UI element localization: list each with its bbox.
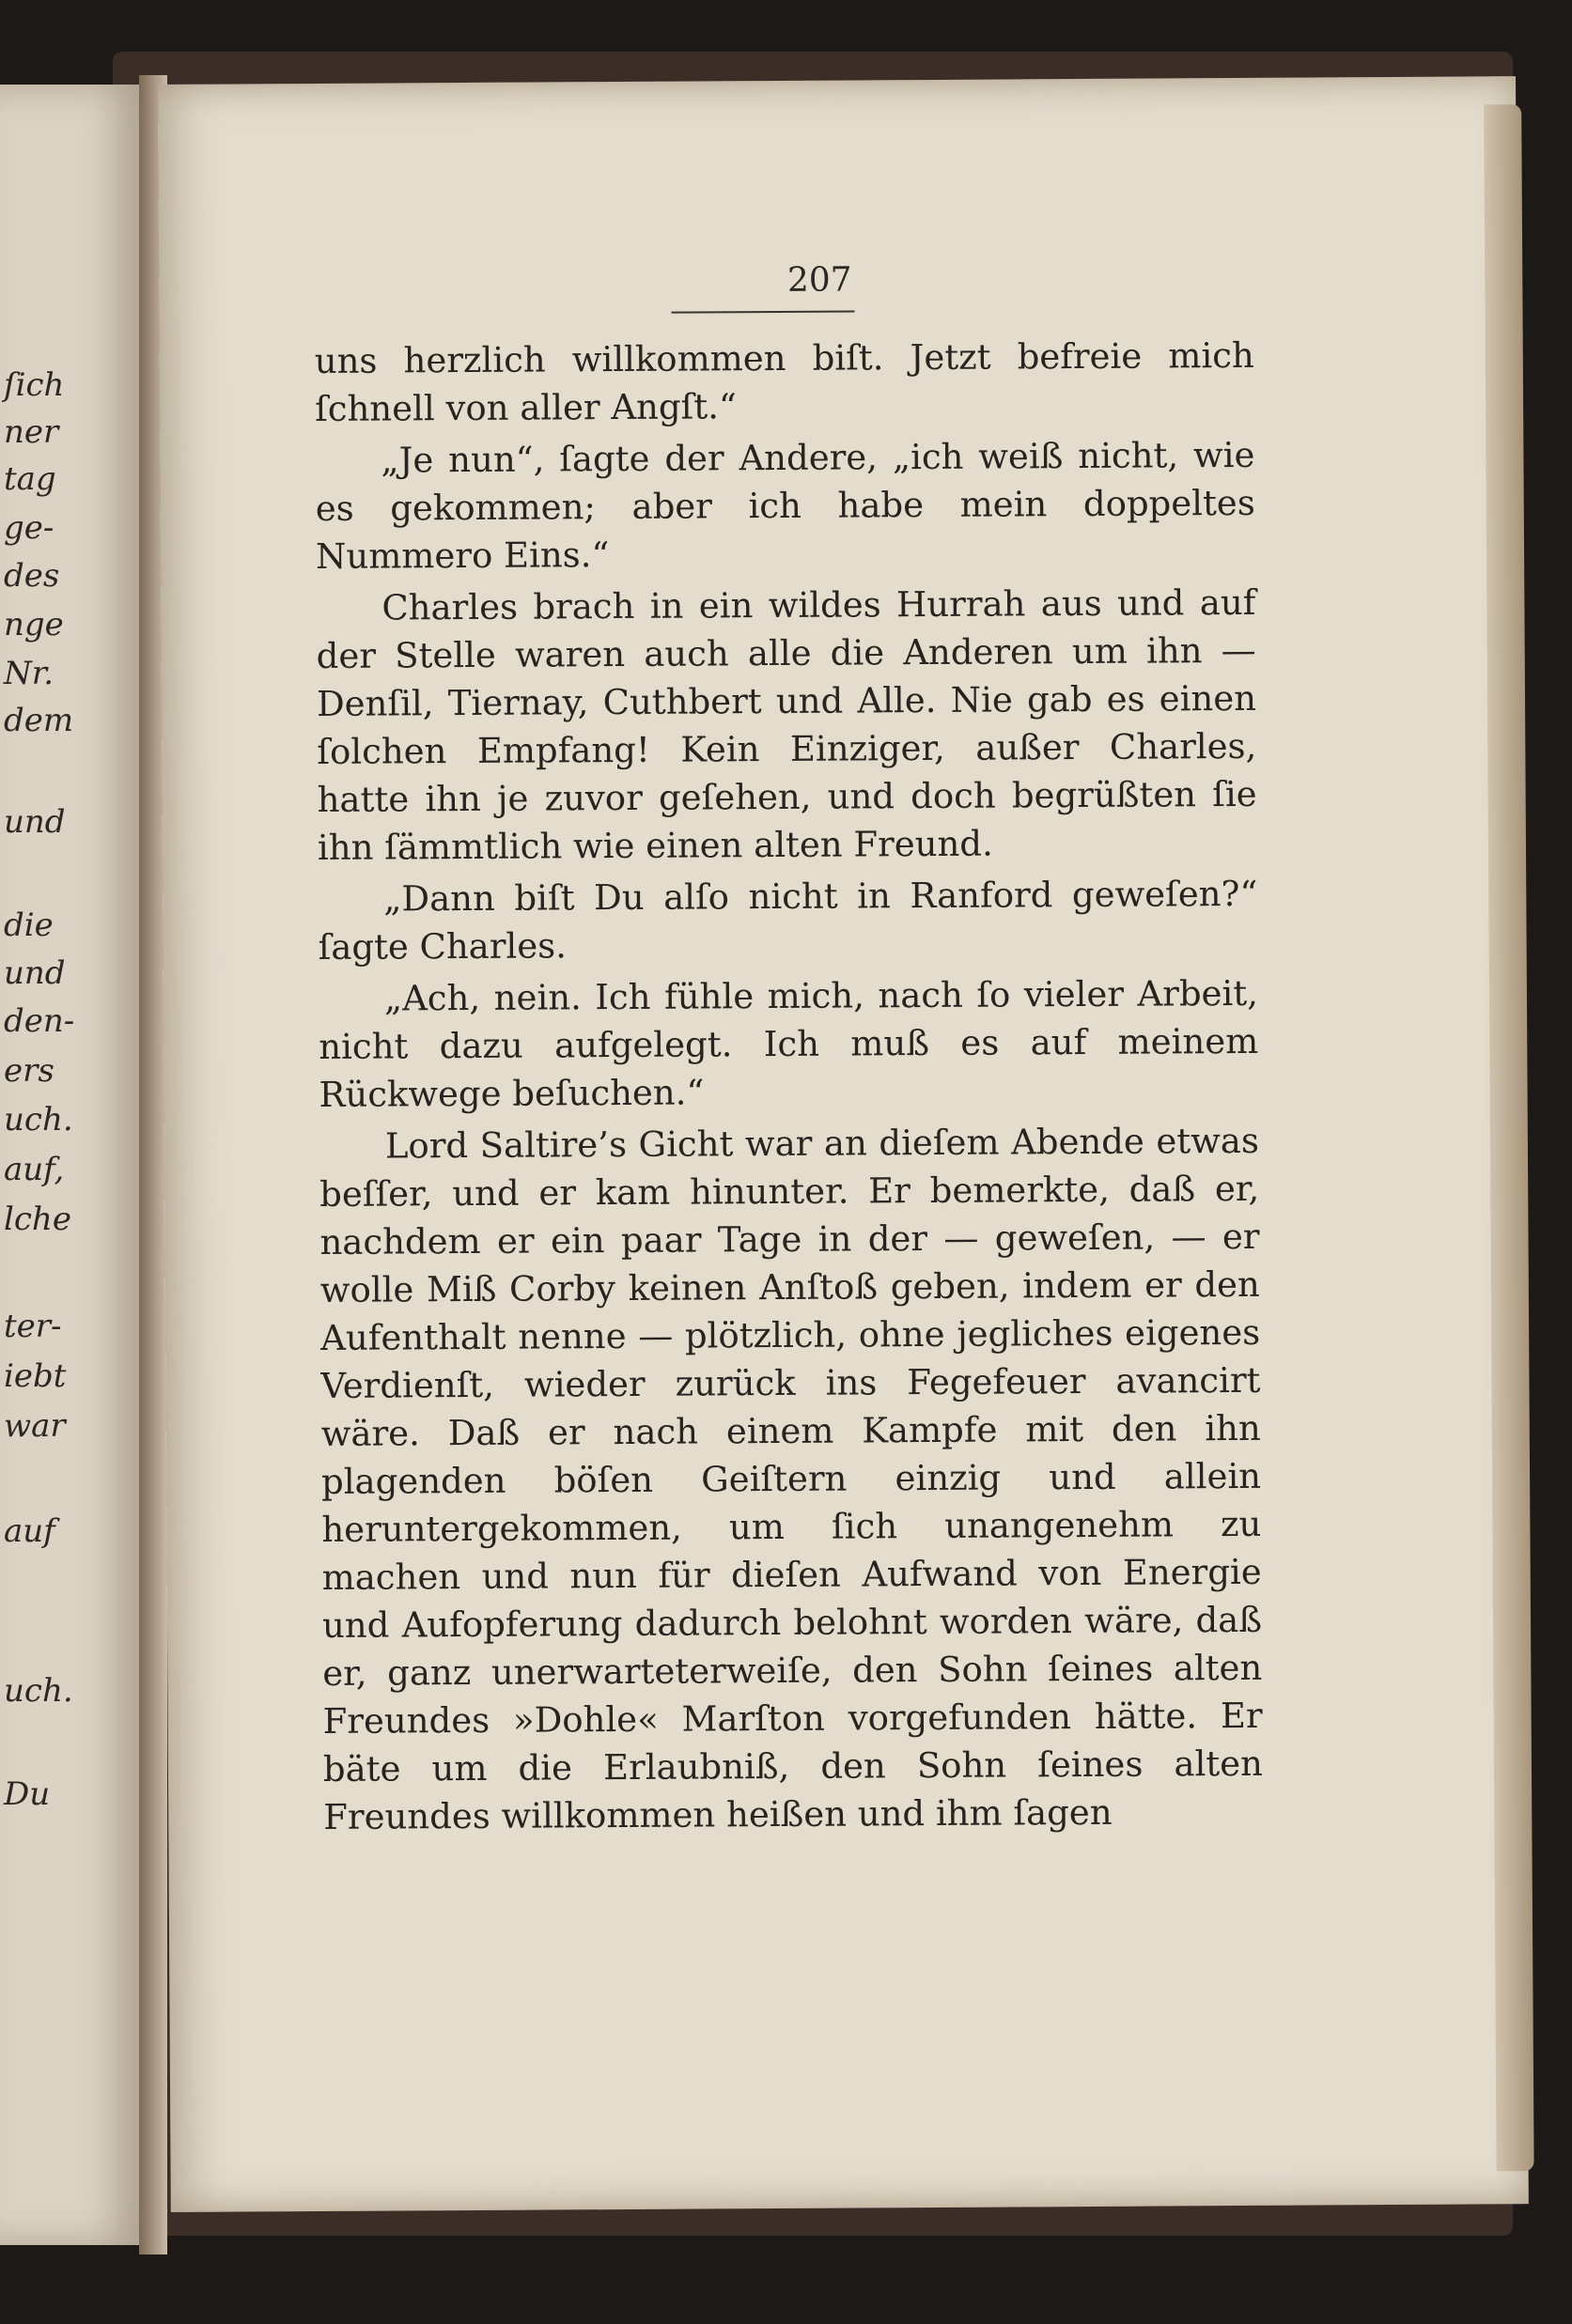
left-page-fragment: iebt xyxy=(4,1357,67,1395)
page-number-rule xyxy=(671,310,854,313)
left-page-fragment: auf, xyxy=(4,1151,65,1188)
page-edge xyxy=(1484,104,1533,2171)
left-page-fragment: auf xyxy=(4,1512,55,1550)
paragraph: „Dann biſt Du alſo nicht in Ranford geweſen?“ ſagte Charles. xyxy=(318,873,1258,968)
paragraph: „Je nun“, ſagte der Andere, „ich weiß nicht, wie es gekommen; aber ich habe mein doppeltes Nummero Eins.“ xyxy=(315,434,1255,577)
left-page xyxy=(0,85,146,2245)
right-page xyxy=(158,76,1529,2212)
left-page-fragment: ge- xyxy=(4,509,54,547)
left-page-fragment: war xyxy=(4,1407,66,1445)
left-page-fragment: die xyxy=(4,906,54,944)
left-page-fragment: tag xyxy=(4,460,56,498)
left-page-fragment: des xyxy=(4,557,60,595)
left-page-fragment: dem xyxy=(4,702,74,739)
left-page-fragment: ſich xyxy=(4,366,65,404)
left-page-fragment: Du xyxy=(4,1775,51,1813)
paragraph: „Ach, nein. Ich fühle mich, nach ſo vieler Arbeit, nicht dazu aufgelegt. Ich muß es auf meinem Rückwege beſuchen.“ xyxy=(319,972,1259,1115)
left-page-fragment: den- xyxy=(4,1002,75,1040)
left-page-fragment: uch. xyxy=(4,1672,73,1710)
left-page-fragment: uch. xyxy=(4,1101,73,1139)
left-page-fragment: und xyxy=(4,803,66,841)
left-page-fragment: nge xyxy=(4,606,64,643)
left-page-fragment: und xyxy=(4,954,66,992)
paragraph: Lord Saltire’s Gicht war an dieſem Abende etwas beſſer, und er kam hinunter. Er bemerkte, daß er, nachdem er ein paar Tage in der — geweſen, — er wolle Miß Corby keinen Anſtoß geben, indem er den Aufenthalt nenne — plötzlich, ohne jegliches eigenes Verdienſt, wieder zurück ins Fegefeuer avancirt wäre. Daß er nach einem Kampfe mit den ihn plagenden böſen Geiſtern einzig und allein heruntergekommen, um ſich unangenehm zu machen und nun für dieſen Aufwand von Energie und Aufopferung dadurch belohnt worden wäre, daß er, ganz unerwarteterweiſe, den Sohn ſeines alten Freundes »Dohle« Marſton vorgefunden hätte. Er bäte um die Erlaubniß, den Sohn ſeines alten Freundes willkommen heißen und ihm ſagen xyxy=(319,1120,1264,1837)
left-page-fragment: ner xyxy=(4,413,59,451)
left-page-fragment: Nr. xyxy=(4,655,54,692)
paragraph: Charles brach in ein wildes Hurrah aus und auf der Stelle waren auch alle die Anderen um ihn — Denſil, Tiernay, Cuthbert und Alle. Nie gab es einen ſolchen Empfang! Kein Einziger, außer Charles, hatte ihn je zuvor geſehen, und doch begrüßten ſie ihn ſämmtlich wie einen alten Freund. xyxy=(316,581,1257,868)
paragraph: uns herzlich willkommen biſt. Jetzt befreie mich ſchnell von aller Angſt.“ xyxy=(314,334,1254,429)
body-text xyxy=(315,332,1264,1845)
left-page-fragment: ter- xyxy=(4,1308,62,1345)
left-page-fragment: ers xyxy=(4,1052,54,1090)
left-page-fragment: lche xyxy=(4,1201,71,1238)
page-number: 207 xyxy=(786,260,852,300)
